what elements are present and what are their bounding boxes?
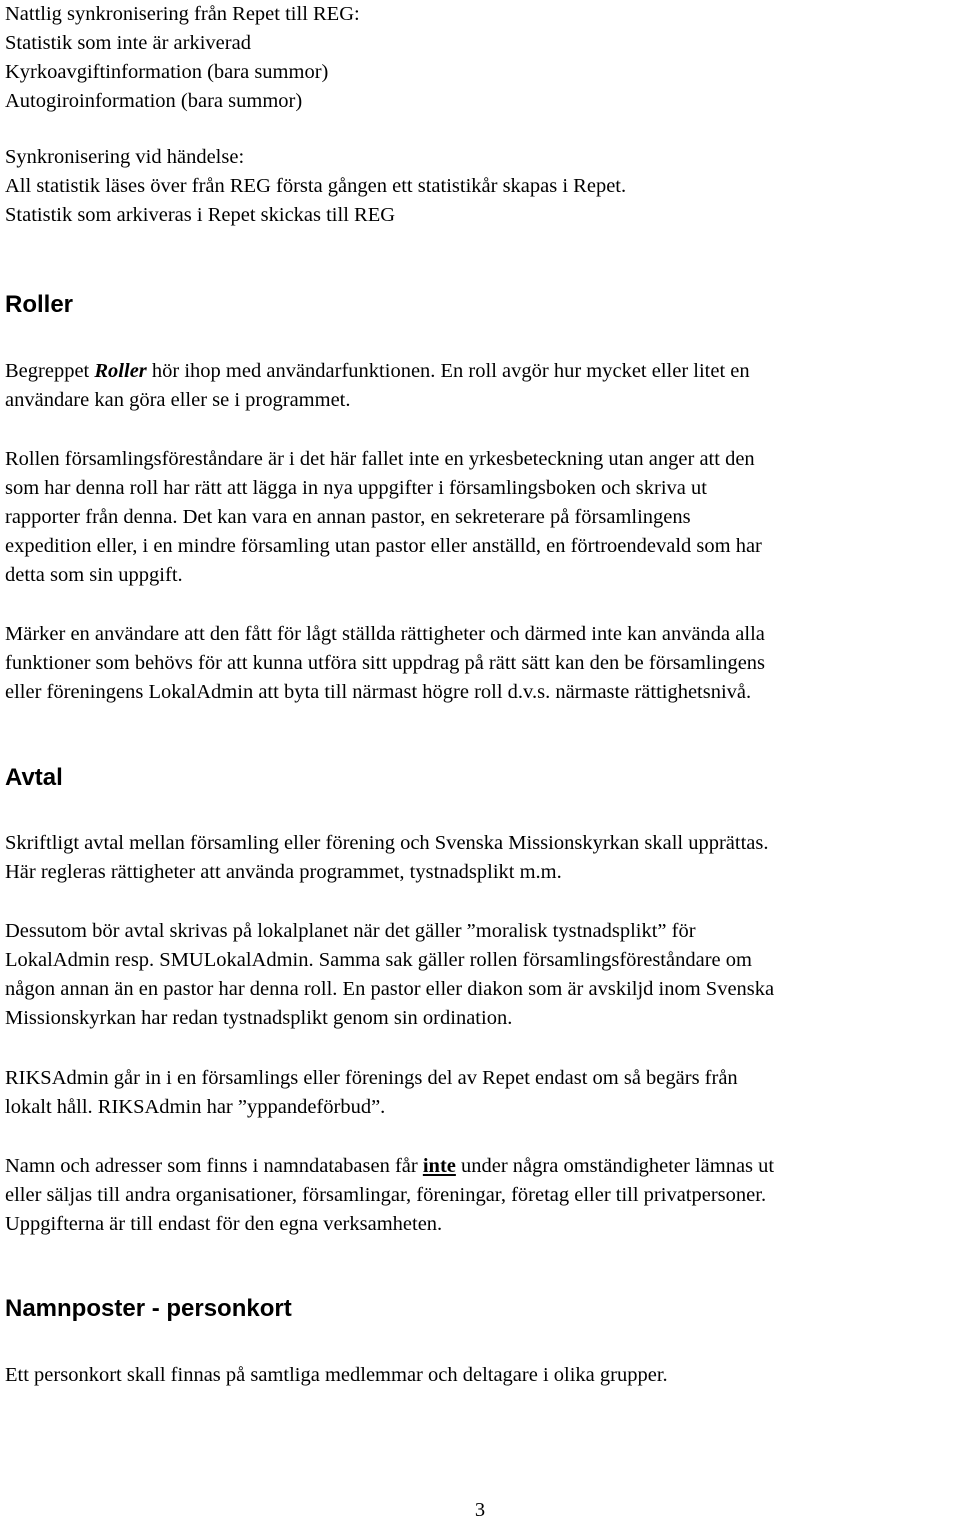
nightly-sync-line: Statistik som inte är arkiverad <box>5 32 251 54</box>
paragraph-line: funktioner som behövs för att kunna utföra sitt uppdrag på rätt sätt kan den be församlingens <box>5 652 766 674</box>
paragraph-line: Skriftligt avtal mellan församling eller förening och Svenska Missionskyrkan skall upprättas. <box>5 832 769 854</box>
paragraph-line: lokalt håll. RIKSAdmin har ”yppandeförbud”. <box>5 1096 386 1118</box>
paragraph-line: Missionskyrkan har redan tystnadsplikt genom sin ordination. <box>5 1007 513 1029</box>
paragraph-text: hör ihop med användarfunktionen. En roll avgör hur mycket eller litet en <box>146 360 750 382</box>
namnposter-paragraph-1 <box>5 1361 668 1390</box>
avtal-paragraph-4 <box>5 1152 774 1239</box>
paragraph-text: Begreppet <box>5 360 95 382</box>
paragraph-line: RIKSAdmin går in i en församlings eller förenings del av Repet endast om så begärs från <box>5 1067 738 1089</box>
avtal-paragraph-2 <box>5 917 774 1033</box>
paragraph-line: användare kan göra eller se i programmet. <box>5 389 351 411</box>
event-sync-line: Statistik som arkiveras i Repet skickas till REG <box>5 204 396 226</box>
section-heading-avtal: Avtal <box>5 764 63 791</box>
paragraph-line: Rollen församlingsföreståndare är i det här fallet inte en yrkesbeteckning utan anger att den <box>5 448 755 470</box>
avtal-paragraph-3 <box>5 1064 738 1122</box>
paragraph-line: rapporter från denna. Det kan vara en annan pastor, en sekreterare på församlingens <box>5 506 691 528</box>
nightly-sync-block <box>5 0 360 116</box>
paragraph-line: Dessutom bör avtal skrivas på lokalplanet när det gäller ”moralisk tystnadsplikt” för <box>5 920 696 942</box>
nightly-sync-line: Kyrkoavgiftinformation (bara summor) <box>5 61 329 83</box>
section-heading-namnposter: Namnposter - personkort <box>5 1295 292 1322</box>
paragraph-text: Namn och adresser som finns i namndatabasen får <box>5 1155 423 1177</box>
roller-paragraph-1 <box>5 357 750 415</box>
roller-paragraph-2 <box>5 445 762 590</box>
paragraph-line: LokalAdmin resp. SMULokalAdmin. Samma sak gäller rollen församlingsföreståndare om <box>5 949 752 971</box>
paragraph-line: eller säljas till andra organisationer, församlingar, föreningar, företag eller till privatpersoner. <box>5 1184 767 1206</box>
page-number: 3 <box>474 1499 486 1521</box>
nightly-sync-line: Nattlig synkronisering från Repet till REG: <box>5 3 360 25</box>
emphasis-inte: inte <box>422 1155 456 1177</box>
paragraph-line: någon annan än en pastor har denna roll. En pastor eller diakon som är avskiljd inom Svenska <box>5 978 775 1000</box>
paragraph-line: detta som sin uppgift. <box>5 564 183 586</box>
paragraph-line: Här regleras rättigheter att använda programmet, tystnadsplikt m.m. <box>5 861 562 883</box>
paragraph-line: som har denna roll har rätt att lägga in nya uppgifter i församlingsboken och skriva ut <box>5 477 707 499</box>
event-sync-line: All statistik läses över från REG första gången ett statistikår skapas i Repet. <box>5 175 627 197</box>
section-heading-roller: Roller <box>5 291 74 318</box>
event-sync-line: Synkronisering vid händelse: <box>5 146 245 168</box>
event-sync-block <box>5 143 626 230</box>
paragraph-line: expedition eller, i en mindre församling utan pastor eller anställd, en förtroendevald som har <box>5 535 762 557</box>
paragraph-line: Märker en användare att den fått för lågt ställda rättigheter och därmed inte kan använda alla <box>5 623 765 645</box>
nightly-sync-line: Autogiroinformation (bara summor) <box>5 90 303 112</box>
paragraph-line: Ett personkort skall finnas på samtliga medlemmar och deltagare i olika grupper. <box>5 1364 668 1386</box>
paragraph-line: Uppgifterna är till endast för den egna verksamheten. <box>5 1213 443 1235</box>
avtal-paragraph-1 <box>5 829 768 887</box>
paragraph-line <box>5 1152 774 1181</box>
paragraph-line: eller föreningens LokalAdmin att byta till närmast högre roll d.v.s. närmaste rättighetsnivå. <box>5 681 752 703</box>
paragraph-line <box>5 357 750 386</box>
roller-keyword: Roller <box>94 360 147 382</box>
roller-paragraph-3 <box>5 620 765 707</box>
paragraph-text: under några omständigheter lämnas ut <box>455 1155 775 1177</box>
